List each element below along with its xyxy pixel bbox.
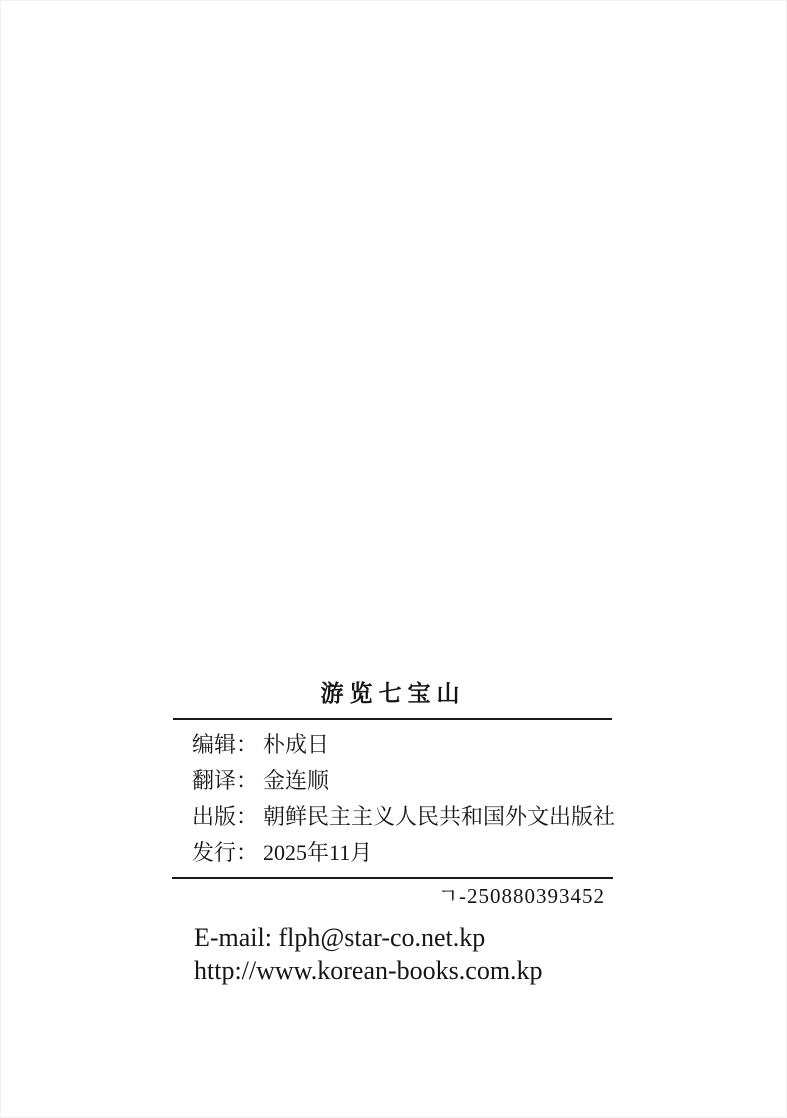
entry-translator xyxy=(192,763,615,799)
translator-value: 金连顺 xyxy=(263,768,330,793)
book-code: ㄱ-250880393452 xyxy=(437,884,605,908)
contact-block xyxy=(194,921,543,987)
issue-date-label: 发行： xyxy=(192,840,259,865)
editor-value: 朴成日 xyxy=(263,732,330,757)
book-title: 游览七宝山 xyxy=(320,680,466,706)
website-line: http://www.korean-books.com.kp xyxy=(194,956,543,985)
entries-divider-rule xyxy=(172,877,613,879)
translator-label: 翻译： xyxy=(192,768,259,793)
entry-publisher xyxy=(192,799,615,835)
email-line: E-mail: flph@star-co.net.kp xyxy=(194,923,486,952)
entry-editor xyxy=(192,727,615,763)
entry-issue-date xyxy=(192,835,615,871)
title-divider-rule xyxy=(173,718,612,720)
editor-label: 编辑： xyxy=(192,732,259,757)
publisher-label: 出版： xyxy=(192,804,259,829)
publisher-value: 朝鲜民主主义人民共和国外文出版社 xyxy=(263,804,616,829)
issue-date-value: 2025年11月 xyxy=(263,840,373,865)
colophon-entries xyxy=(192,727,615,871)
